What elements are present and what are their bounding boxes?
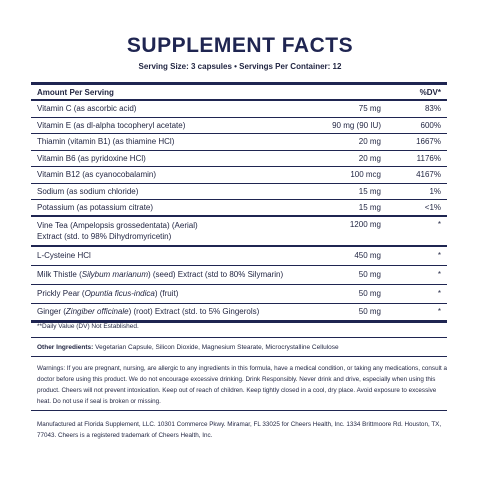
dv-note: **Daily Value (DV) Not Established. (37, 323, 139, 330)
milk-thistle-pre: Milk Thistle ( (37, 270, 82, 279)
prickly-pear-pre: Prickly Pear ( (37, 289, 85, 298)
nutrient-name: Vitamin C (as ascorbic acid) (37, 104, 137, 114)
cysteine-amount: 450 mg (354, 251, 381, 260)
prickly-pear-amount: 50 mg (358, 289, 381, 298)
nutrient-name: Thiamin (vitamin B1) (as thiamine HCl) (37, 137, 175, 147)
ginger-amount: 50 mg (358, 307, 381, 316)
serving-info: Serving Size: 3 capsules • Servings Per Container: 12 (138, 62, 342, 71)
nutrient-amount: 100 mcg (350, 170, 381, 180)
milk-thistle-latin: Silybum marianum (81, 270, 148, 279)
divider-2 (31, 356, 447, 357)
nutrient-row (31, 167, 447, 184)
nutrient-row (31, 118, 447, 135)
nutrient-dv: 1667% (416, 137, 441, 147)
divider-3 (31, 410, 447, 411)
nutrient-row (31, 200, 447, 217)
nutrient-name: Sodium (as sodium chloride) (37, 186, 139, 196)
amount-per-serving-label: Amount Per Serving (37, 87, 114, 97)
ginger-post: ) (root) Extract (std. to 5% Gingerols) (128, 307, 260, 316)
dv-header: %DV* (419, 87, 441, 97)
nutrient-row-milk-thistle (31, 266, 447, 285)
cysteine-name: L-Cysteine HCl (37, 251, 91, 260)
vine-tea-name-line1: Vine Tea (Ampelopsis grossedentata) (Aerial) (37, 220, 198, 230)
warnings-text: Warnings: If you are pregnant, nursing, are allergic to any ingredients in this formula, have a medical condition, or taking any medications, consult a doctor before using this product. We do not encourage excessive drinking. Drink Responsibly. Never drink and drive, especially when using this product. Cheers will not prevent intoxication. Keep out of reach of children. Keep tightly closed in a cool, dry place. Avoid exposure to excessive heat. Do not use if seal is broken or missing. (37, 365, 447, 405)
nutrient-row-ginger (31, 304, 447, 323)
other-ingredients-label: Other Ingredients: (37, 344, 94, 351)
nutrient-amount: 15 mg (358, 186, 381, 196)
other-ingredients-text: Vegetarian Capsule, Silicon Dioxide, Magnesium Stearate, Microcrystalline Cellulose (93, 344, 339, 351)
page-title: SUPPLEMENT FACTS (126, 34, 354, 57)
milk-thistle-amount: 50 mg (358, 270, 381, 279)
nutrient-row (31, 134, 447, 151)
ginger-pre: Ginger ( (37, 307, 66, 316)
ginger-dv: * (437, 307, 441, 316)
divider-1 (31, 337, 447, 338)
milk-thistle-dv: * (437, 270, 441, 279)
nutrient-row (31, 184, 447, 201)
nutrient-dv: <1% (424, 202, 441, 212)
vine-tea-name-line2: Extract (std. to 98% Dihydromyricetin) (37, 231, 172, 241)
nutrient-dv: 1176% (416, 153, 441, 163)
nutrient-amount: 75 mg (358, 104, 381, 114)
nutrient-dv: 83% (424, 104, 441, 114)
nutrient-amount: 15 mg (358, 202, 381, 212)
milk-thistle-post: ) (seed) Extract (std to 80% Silymarin) (148, 270, 284, 279)
nutrient-row-cysteine (31, 247, 447, 266)
nutrient-amount: 20 mg (358, 137, 381, 147)
nutrient-dv: 1% (429, 186, 441, 196)
nutrient-name: Potassium (as potassium citrate) (37, 202, 154, 212)
nutrient-dv: 4167% (416, 170, 441, 180)
facts-panel (31, 82, 447, 323)
facts-header (31, 85, 447, 99)
vine-tea-amount: 1200 mg (349, 219, 381, 229)
manufacturer-text: Manufactured at Florida Supplement, LLC. 10301 Commerce Pkwy. Miramar, FL 33025 for Cheers Health, Inc. 1334 Brittmoore Rd. Houston, TX, 77043. Cheers is a registered trademark of Cheers Health, Inc. (37, 421, 442, 439)
nutrient-row-prickly-pear (31, 285, 447, 304)
nutrient-name: Vitamin B6 (as pyridoxine HCl) (37, 153, 146, 163)
prickly-pear-latin: Opuntia ficus-indica (84, 289, 155, 298)
ginger-latin: Zingiber officinale (65, 307, 129, 316)
prickly-pear-post: ) (fruit) (154, 289, 179, 298)
nutrient-dv: 600% (420, 120, 441, 130)
nutrient-name: Vitamin E (as dl-alpha tocopheryl acetate) (37, 120, 186, 130)
vitamin-rows (31, 101, 447, 217)
nutrient-amount: 20 mg (358, 153, 381, 163)
nutrient-row-vine-tea (31, 217, 447, 247)
other-ingredients (37, 344, 447, 351)
nutrient-row (31, 101, 447, 118)
nutrient-name: Vitamin B12 (as cyanocobalamin) (37, 170, 157, 180)
nutrient-row (31, 151, 447, 168)
nutrient-amount: 90 mg (90 IU) (332, 120, 381, 130)
cysteine-dv: * (437, 251, 441, 260)
vine-tea-dv: * (437, 219, 441, 229)
prickly-pear-dv: * (437, 289, 441, 298)
